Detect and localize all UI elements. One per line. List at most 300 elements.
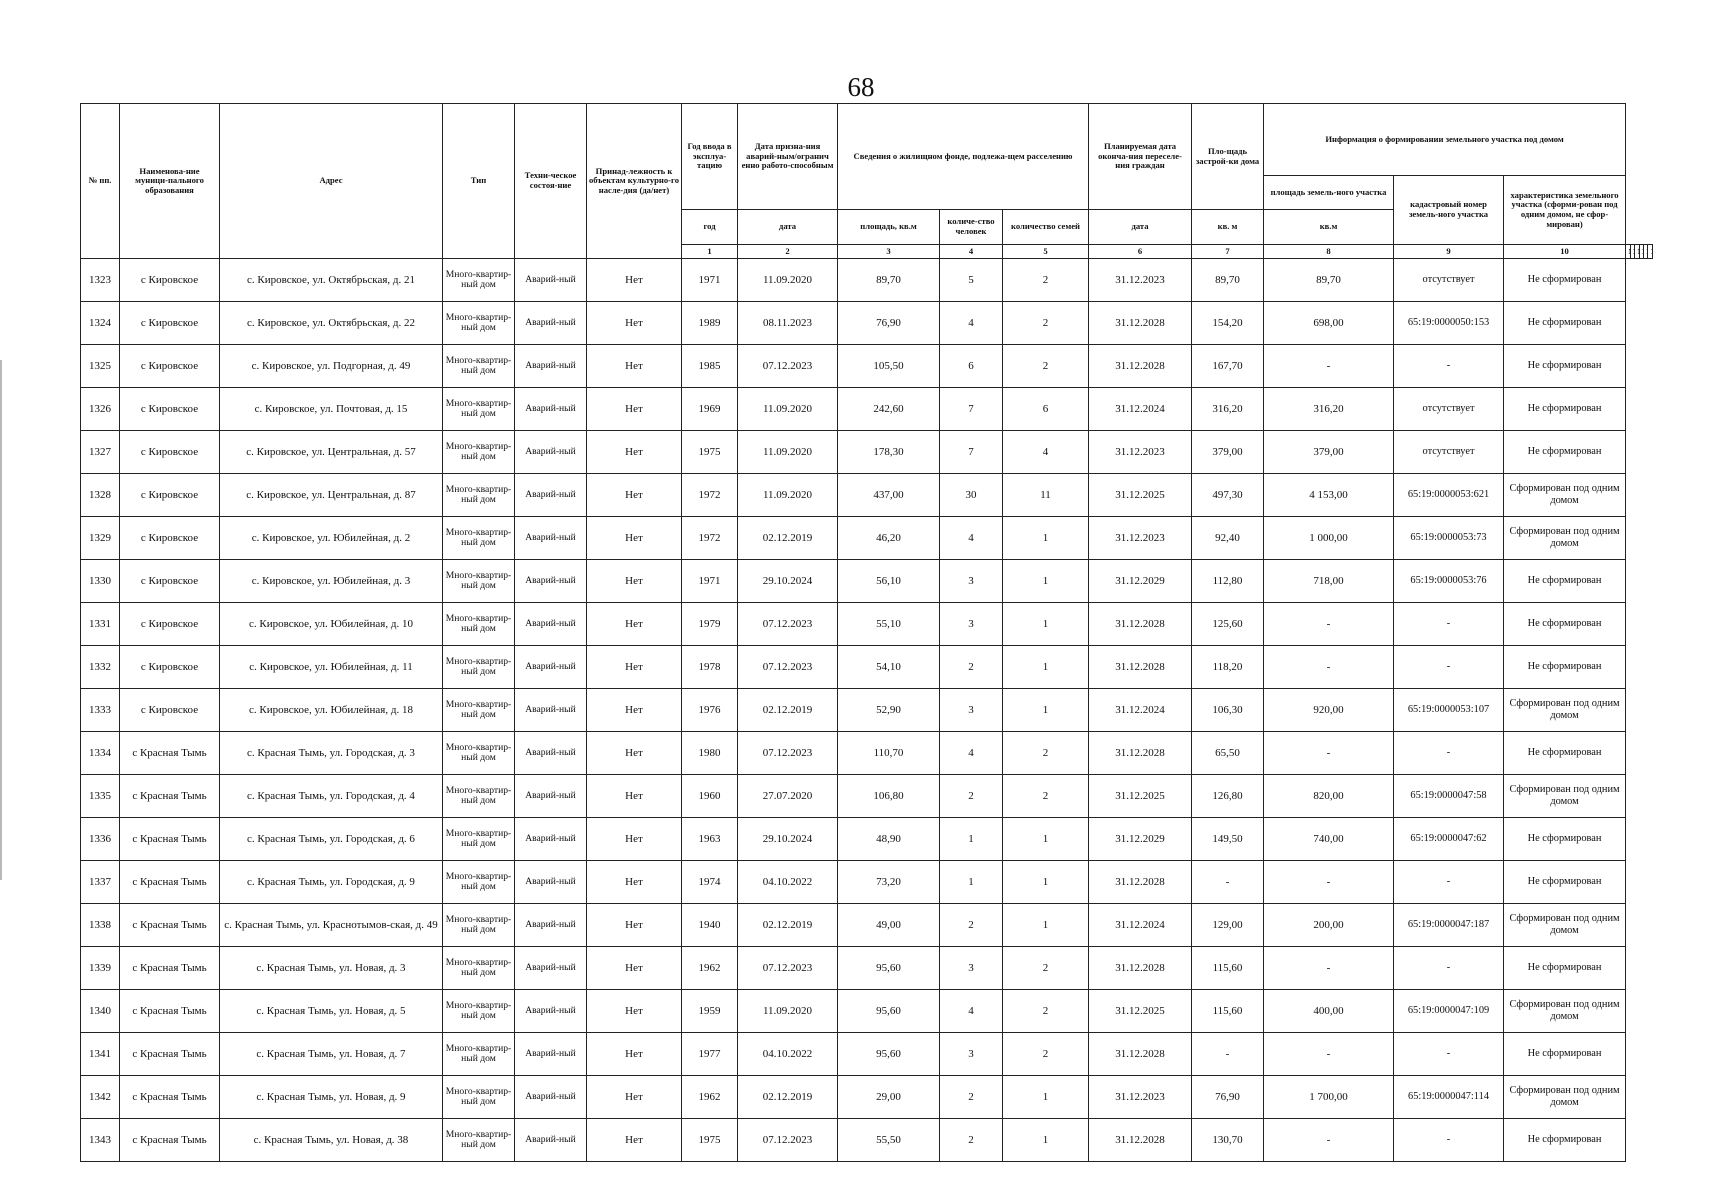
address-cell: с. Красная Тымь, ул. Новая, д. 9 <box>220 1076 443 1119</box>
housing-area-cell: 48,90 <box>838 818 940 861</box>
cadastral-number-cell: - <box>1394 345 1504 388</box>
planned-date-cell: 31.12.2028 <box>1089 947 1192 990</box>
planned-date-cell: 31.12.2028 <box>1089 1033 1192 1076</box>
land-characteristic-cell: Не сформирован <box>1504 560 1626 603</box>
land-area-cell: - <box>1264 947 1394 990</box>
family-count-cell: 2 <box>1003 732 1089 775</box>
housing-area-cell: 76,90 <box>838 302 940 345</box>
heritage-cell: Нет <box>587 732 682 775</box>
year-cell: 1985 <box>682 345 738 388</box>
emergency-date-cell: 07.12.2023 <box>738 947 838 990</box>
address-cell: с. Кировское, ул. Подгорная, д. 49 <box>220 345 443 388</box>
cadastral-number-cell: - <box>1394 1033 1504 1076</box>
table-row <box>81 904 1653 947</box>
family-count-cell: 2 <box>1003 990 1089 1033</box>
municipality-cell: с Кировское <box>120 646 220 689</box>
type-cell: Много-квартир-ный дом <box>443 990 515 1033</box>
family-count-cell: 1 <box>1003 689 1089 732</box>
row-number: 1337 <box>81 861 120 904</box>
cadastral-number-cell: 65:19:0000047:62 <box>1394 818 1504 861</box>
table-row <box>81 259 1653 302</box>
land-characteristic-cell: Сформирован под одним домом <box>1504 517 1626 560</box>
year-cell: 1978 <box>682 646 738 689</box>
built-area-cell: 125,60 <box>1192 603 1264 646</box>
address-cell: с. Кировское, ул. Октябрьская, д. 21 <box>220 259 443 302</box>
land-area-cell: - <box>1264 732 1394 775</box>
header-area: площадь, кв.м <box>838 210 940 245</box>
housing-area-cell: 95,60 <box>838 990 940 1033</box>
year-cell: 1960 <box>682 775 738 818</box>
cadastral-number-cell: - <box>1394 732 1504 775</box>
emergency-date-cell: 11.09.2020 <box>738 474 838 517</box>
header-condition: Техни-ческое состоя-ние <box>515 104 587 259</box>
land-characteristic-cell: Сформирован под одним домом <box>1504 990 1626 1033</box>
condition-cell: Аварий-ный <box>515 1033 587 1076</box>
table-header <box>81 104 1653 259</box>
land-area-cell: 740,00 <box>1264 818 1394 861</box>
address-cell: с. Красная Тымь, ул. Городская, д. 3 <box>220 732 443 775</box>
family-count-cell: 1 <box>1003 646 1089 689</box>
column-number: 1 <box>682 245 738 259</box>
heritage-cell: Нет <box>587 1033 682 1076</box>
year-cell: 1940 <box>682 904 738 947</box>
land-characteristic-cell: Не сформирован <box>1504 818 1626 861</box>
emergency-date-cell: 11.09.2020 <box>738 431 838 474</box>
housing-area-cell: 106,80 <box>838 775 940 818</box>
condition-cell: Аварий-ный <box>515 259 587 302</box>
family-count-cell: 2 <box>1003 1033 1089 1076</box>
type-cell: Много-квартир-ный дом <box>443 1076 515 1119</box>
address-cell: с. Красная Тымь, ул. Новая, д. 38 <box>220 1119 443 1162</box>
land-area-cell: 379,00 <box>1264 431 1394 474</box>
land-characteristic-cell: Не сформирован <box>1504 947 1626 990</box>
planned-date-cell: 31.12.2029 <box>1089 818 1192 861</box>
address-cell: с. Кировское, ул. Почтовая, д. 15 <box>220 388 443 431</box>
header-built-area-sub: кв. м <box>1192 210 1264 245</box>
type-cell: Много-квартир-ный дом <box>443 646 515 689</box>
built-area-cell: 497,30 <box>1192 474 1264 517</box>
emergency-date-cell: 07.12.2023 <box>738 603 838 646</box>
address-cell: с. Красная Тымь, ул. Городская, д. 4 <box>220 775 443 818</box>
year-cell: 1971 <box>682 259 738 302</box>
emergency-date-cell: 04.10.2022 <box>738 861 838 904</box>
type-cell: Много-квартир-ный дом <box>443 603 515 646</box>
municipality-cell: с Красная Тымь <box>120 904 220 947</box>
heritage-cell: Нет <box>587 689 682 732</box>
land-characteristic-cell: Не сформирован <box>1504 646 1626 689</box>
condition-cell: Аварий-ный <box>515 732 587 775</box>
heritage-cell: Нет <box>587 990 682 1033</box>
people-count-cell: 3 <box>940 689 1003 732</box>
land-characteristic-cell: Сформирован под одним домом <box>1504 904 1626 947</box>
heritage-cell: Нет <box>587 259 682 302</box>
emergency-date-cell: 07.12.2023 <box>738 646 838 689</box>
land-characteristic-cell: Сформирован под одним домом <box>1504 689 1626 732</box>
people-count-cell: 2 <box>940 1119 1003 1162</box>
housing-area-cell: 73,20 <box>838 861 940 904</box>
table-row <box>81 603 1653 646</box>
land-area-cell: - <box>1264 603 1394 646</box>
people-count-cell: 4 <box>940 732 1003 775</box>
year-cell: 1975 <box>682 1119 738 1162</box>
planned-date-cell: 31.12.2023 <box>1089 431 1192 474</box>
housing-area-cell: 178,30 <box>838 431 940 474</box>
cadastral-number-cell: - <box>1394 1119 1504 1162</box>
family-count-cell: 1 <box>1003 1119 1089 1162</box>
land-characteristic-cell: Не сформирован <box>1504 431 1626 474</box>
family-count-cell: 2 <box>1003 775 1089 818</box>
people-count-cell: 2 <box>940 904 1003 947</box>
table-row <box>81 775 1653 818</box>
family-count-cell: 1 <box>1003 861 1089 904</box>
row-number: 1342 <box>81 1076 120 1119</box>
type-cell: Много-квартир-ный дом <box>443 560 515 603</box>
year-cell: 1977 <box>682 1033 738 1076</box>
year-cell: 1989 <box>682 302 738 345</box>
emergency-date-cell: 11.09.2020 <box>738 388 838 431</box>
table-row <box>81 861 1653 904</box>
housing-area-cell: 110,70 <box>838 732 940 775</box>
type-cell: Много-квартир-ный дом <box>443 775 515 818</box>
people-count-cell: 6 <box>940 345 1003 388</box>
land-area-cell: 698,00 <box>1264 302 1394 345</box>
condition-cell: Аварий-ный <box>515 646 587 689</box>
cadastral-number-cell: 65:19:0000053:73 <box>1394 517 1504 560</box>
land-characteristic-cell: Сформирован под одним домом <box>1504 474 1626 517</box>
built-area-cell: - <box>1192 861 1264 904</box>
municipality-cell: с Кировское <box>120 474 220 517</box>
year-cell: 1971 <box>682 560 738 603</box>
row-number: 1323 <box>81 259 120 302</box>
family-count-cell: 1 <box>1003 603 1089 646</box>
condition-cell: Аварий-ный <box>515 689 587 732</box>
condition-cell: Аварий-ный <box>515 1119 587 1162</box>
built-area-cell: 118,20 <box>1192 646 1264 689</box>
row-number: 1333 <box>81 689 120 732</box>
built-area-cell: 126,80 <box>1192 775 1264 818</box>
type-cell: Много-квартир-ный дом <box>443 388 515 431</box>
people-count-cell: 30 <box>940 474 1003 517</box>
land-characteristic-cell: Сформирован под одним домом <box>1504 1076 1626 1119</box>
family-count-cell: 1 <box>1003 517 1089 560</box>
header-address: Адрес <box>220 104 443 259</box>
heritage-cell: Нет <box>587 474 682 517</box>
heritage-cell: Нет <box>587 560 682 603</box>
column-number: 5 <box>1003 245 1089 259</box>
planned-date-cell: 31.12.2028 <box>1089 861 1192 904</box>
municipality-cell: с Кировское <box>120 388 220 431</box>
housing-area-cell: 95,60 <box>838 947 940 990</box>
year-cell: 1962 <box>682 947 738 990</box>
people-count-cell: 5 <box>940 259 1003 302</box>
cadastral-number-cell: 65:19:0000053:107 <box>1394 689 1504 732</box>
emergency-date-cell: 04.10.2022 <box>738 1033 838 1076</box>
column-number: 8 <box>1264 245 1394 259</box>
row-number: 1327 <box>81 431 120 474</box>
column-number: 6 <box>1089 245 1192 259</box>
land-characteristic-cell: Сформирован под одним домом <box>1504 775 1626 818</box>
table-body <box>81 259 1653 1162</box>
heritage-cell: Нет <box>587 947 682 990</box>
cadastral-number-cell: 65:19:0000053:76 <box>1394 560 1504 603</box>
planned-date-cell: 31.12.2023 <box>1089 259 1192 302</box>
year-cell: 1975 <box>682 431 738 474</box>
type-cell: Много-квартир-ный дом <box>443 345 515 388</box>
row-number: 1324 <box>81 302 120 345</box>
address-cell: с. Красная Тымь, ул. Новая, д. 3 <box>220 947 443 990</box>
housing-area-cell: 54,10 <box>838 646 940 689</box>
land-area-cell: 1 000,00 <box>1264 517 1394 560</box>
condition-cell: Аварий-ный <box>515 603 587 646</box>
type-cell: Много-квартир-ный дом <box>443 517 515 560</box>
emergency-date-cell: 02.12.2019 <box>738 517 838 560</box>
housing-area-cell: 55,50 <box>838 1119 940 1162</box>
year-cell: 1959 <box>682 990 738 1033</box>
municipality-cell: с Красная Тымь <box>120 947 220 990</box>
cadastral-number-cell: 65:19:0000047:109 <box>1394 990 1504 1033</box>
address-cell: с. Красная Тымь, ул. Городская, д. 6 <box>220 818 443 861</box>
type-cell: Много-квартир-ный дом <box>443 904 515 947</box>
column-number: 9 <box>1394 245 1504 259</box>
row-number: 1325 <box>81 345 120 388</box>
table-row <box>81 1119 1653 1162</box>
land-characteristic-cell: Не сформирован <box>1504 345 1626 388</box>
emergency-date-cell: 08.11.2023 <box>738 302 838 345</box>
municipality-cell: с Кировское <box>120 560 220 603</box>
land-characteristic-cell: Не сформирован <box>1504 1033 1626 1076</box>
planned-date-cell: 31.12.2024 <box>1089 904 1192 947</box>
heritage-cell: Нет <box>587 388 682 431</box>
family-count-cell: 1 <box>1003 904 1089 947</box>
land-area-cell: - <box>1264 345 1394 388</box>
built-area-cell: 65,50 <box>1192 732 1264 775</box>
condition-cell: Аварий-ный <box>515 861 587 904</box>
condition-cell: Аварий-ный <box>515 1076 587 1119</box>
planned-date-cell: 31.12.2025 <box>1089 474 1192 517</box>
people-count-cell: 4 <box>940 990 1003 1033</box>
address-cell: с. Кировское, ул. Юбилейная, д. 18 <box>220 689 443 732</box>
heritage-cell: Нет <box>587 904 682 947</box>
cadastral-number-cell: - <box>1394 861 1504 904</box>
header-people: количе-ство человек <box>940 210 1003 245</box>
housing-area-cell: 29,00 <box>838 1076 940 1119</box>
condition-cell: Аварий-ный <box>515 431 587 474</box>
built-area-cell: 154,20 <box>1192 302 1264 345</box>
planned-date-cell: 31.12.2023 <box>1089 517 1192 560</box>
municipality-cell: с Красная Тымь <box>120 775 220 818</box>
housing-area-cell: 242,60 <box>838 388 940 431</box>
condition-cell: Аварий-ный <box>515 947 587 990</box>
municipality-cell: с Красная Тымь <box>120 732 220 775</box>
emergency-date-cell: 11.09.2020 <box>738 259 838 302</box>
family-count-cell: 2 <box>1003 345 1089 388</box>
land-area-cell: 200,00 <box>1264 904 1394 947</box>
address-cell: с. Кировское, ул. Юбилейная, д. 11 <box>220 646 443 689</box>
header-year-sub: год <box>682 210 738 245</box>
municipality-cell: с Кировское <box>120 689 220 732</box>
table-row <box>81 474 1653 517</box>
header-land-characteristic: характеристика земельного участка (сформи-рован под одним домом, не сфор-мирован) <box>1504 176 1626 245</box>
family-count-cell: 1 <box>1003 818 1089 861</box>
year-cell: 1979 <box>682 603 738 646</box>
heritage-cell: Нет <box>587 1076 682 1119</box>
header-year-group: Год ввода в эксплуа-тацию <box>682 104 738 210</box>
condition-cell: Аварий-ный <box>515 474 587 517</box>
row-number: 1334 <box>81 732 120 775</box>
heritage-cell: Нет <box>587 646 682 689</box>
type-cell: Много-квартир-ный дом <box>443 947 515 990</box>
table-row <box>81 1076 1653 1119</box>
built-area-cell: 115,60 <box>1192 947 1264 990</box>
family-count-cell: 6 <box>1003 388 1089 431</box>
planned-date-cell: 31.12.2028 <box>1089 732 1192 775</box>
header-heritage: Принад-лежность к объектам культурно-го насле-дия (да/нет) <box>587 104 682 259</box>
heritage-cell: Нет <box>587 603 682 646</box>
column-number: 10 <box>1504 245 1626 259</box>
emergency-date-cell: 02.12.2019 <box>738 1076 838 1119</box>
condition-cell: Аварий-ный <box>515 818 587 861</box>
built-area-cell: 115,60 <box>1192 990 1264 1033</box>
header-built-area-group: Пло-щадь застрой-ки дома <box>1192 104 1264 210</box>
table-row <box>81 1033 1653 1076</box>
column-number: 2 <box>738 245 838 259</box>
type-cell: Много-квартир-ный дом <box>443 689 515 732</box>
municipality-cell: с Красная Тымь <box>120 1076 220 1119</box>
address-cell: с. Кировское, ул. Юбилейная, д. 3 <box>220 560 443 603</box>
land-area-cell: - <box>1264 1119 1394 1162</box>
header-planned-sub: дата <box>1089 210 1192 245</box>
cadastral-number-cell: 65:19:0000047:114 <box>1394 1076 1504 1119</box>
heritage-cell: Нет <box>587 302 682 345</box>
heritage-cell: Нет <box>587 861 682 904</box>
housing-area-cell: 46,20 <box>838 517 940 560</box>
people-count-cell: 2 <box>940 1076 1003 1119</box>
row-number: 1339 <box>81 947 120 990</box>
people-count-cell: 1 <box>940 861 1003 904</box>
housing-area-cell: 105,50 <box>838 345 940 388</box>
municipality-cell: с Красная Тымь <box>120 818 220 861</box>
condition-cell: Аварий-ный <box>515 345 587 388</box>
table-row <box>81 345 1653 388</box>
emergency-date-cell: 07.12.2023 <box>738 345 838 388</box>
heritage-cell: Нет <box>587 818 682 861</box>
table-row <box>81 517 1653 560</box>
heritage-cell: Нет <box>587 1119 682 1162</box>
column-number: 7 <box>1192 245 1264 259</box>
built-area-cell: 89,70 <box>1192 259 1264 302</box>
type-cell: Много-квартир-ный дом <box>443 732 515 775</box>
type-cell: Много-квартир-ный дом <box>443 431 515 474</box>
year-cell: 1974 <box>682 861 738 904</box>
land-area-cell: - <box>1264 861 1394 904</box>
emergency-date-cell: 07.12.2023 <box>738 1119 838 1162</box>
page-number: 68 <box>847 72 875 102</box>
people-count-cell: 3 <box>940 603 1003 646</box>
heritage-cell: Нет <box>587 431 682 474</box>
table-row <box>81 388 1653 431</box>
table-row <box>81 560 1653 603</box>
housing-area-cell: 52,90 <box>838 689 940 732</box>
table-row <box>81 947 1653 990</box>
housing-area-cell: 56,10 <box>838 560 940 603</box>
table-row <box>81 990 1653 1033</box>
land-area-cell: 316,20 <box>1264 388 1394 431</box>
table-row <box>81 689 1653 732</box>
housing-area-cell: 49,00 <box>838 904 940 947</box>
people-count-cell: 2 <box>940 646 1003 689</box>
family-count-cell: 2 <box>1003 302 1089 345</box>
built-area-cell: 167,70 <box>1192 345 1264 388</box>
address-cell: с. Кировское, ул. Юбилейная, д. 2 <box>220 517 443 560</box>
header-housing-group: Сведения о жилищном фонде, подлежа-щем расселению <box>838 104 1089 210</box>
family-count-cell: 1 <box>1003 1076 1089 1119</box>
year-cell: 1963 <box>682 818 738 861</box>
cadastral-number-cell: - <box>1394 603 1504 646</box>
row-number: 1335 <box>81 775 120 818</box>
planned-date-cell: 31.12.2024 <box>1089 689 1192 732</box>
year-cell: 1972 <box>682 517 738 560</box>
land-characteristic-cell: Не сформирован <box>1504 732 1626 775</box>
row-number: 1340 <box>81 990 120 1033</box>
table-row <box>81 302 1653 345</box>
people-count-cell: 1 <box>940 818 1003 861</box>
municipality-cell: с Кировское <box>120 259 220 302</box>
table-row <box>81 431 1653 474</box>
heritage-cell: Нет <box>587 775 682 818</box>
type-cell: Много-квартир-ный дом <box>443 302 515 345</box>
planned-date-cell: 31.12.2023 <box>1089 1076 1192 1119</box>
built-area-cell: 316,20 <box>1192 388 1264 431</box>
family-count-cell: 4 <box>1003 431 1089 474</box>
address-cell: с. Красная Тымь, ул. Городская, д. 9 <box>220 861 443 904</box>
cadastral-number-cell: 65:19:0000050:153 <box>1394 302 1504 345</box>
row-number: 1331 <box>81 603 120 646</box>
header-no: № пп. <box>81 104 120 259</box>
municipality-cell: с Кировское <box>120 517 220 560</box>
type-cell: Много-квартир-ный дом <box>443 818 515 861</box>
land-area-cell: 1 700,00 <box>1264 1076 1394 1119</box>
row-number: 1336 <box>81 818 120 861</box>
table-row <box>81 818 1653 861</box>
cadastral-number-cell: - <box>1394 646 1504 689</box>
family-count-cell: 2 <box>1003 947 1089 990</box>
built-area-cell: 130,70 <box>1192 1119 1264 1162</box>
housing-register-table <box>80 103 1653 1162</box>
planned-date-cell: 31.12.2024 <box>1089 388 1192 431</box>
row-number: 1326 <box>81 388 120 431</box>
cadastral-number-cell: - <box>1394 947 1504 990</box>
cadastral-number-cell: 65:19:0000047:187 <box>1394 904 1504 947</box>
people-count-cell: 4 <box>940 302 1003 345</box>
condition-cell: Аварий-ный <box>515 388 587 431</box>
address-cell: с. Кировское, ул. Центральная, д. 57 <box>220 431 443 474</box>
address-cell: с. Красная Тымь, ул. Новая, д. 5 <box>220 990 443 1033</box>
land-area-cell: 718,00 <box>1264 560 1394 603</box>
row-number: 1341 <box>81 1033 120 1076</box>
emergency-date-cell: 27.07.2020 <box>738 775 838 818</box>
housing-area-cell: 89,70 <box>838 259 940 302</box>
column-number: 4 <box>940 245 1003 259</box>
people-count-cell: 3 <box>940 1033 1003 1076</box>
type-cell: Много-квартир-ный дом <box>443 474 515 517</box>
family-count-cell: 11 <box>1003 474 1089 517</box>
municipality-cell: с Кировское <box>120 345 220 388</box>
header-type: Тип <box>443 104 515 259</box>
header-families: количество семей <box>1003 210 1089 245</box>
type-cell: Много-квартир-ный дом <box>443 259 515 302</box>
condition-cell: Аварий-ный <box>515 517 587 560</box>
planned-date-cell: 31.12.2028 <box>1089 302 1192 345</box>
